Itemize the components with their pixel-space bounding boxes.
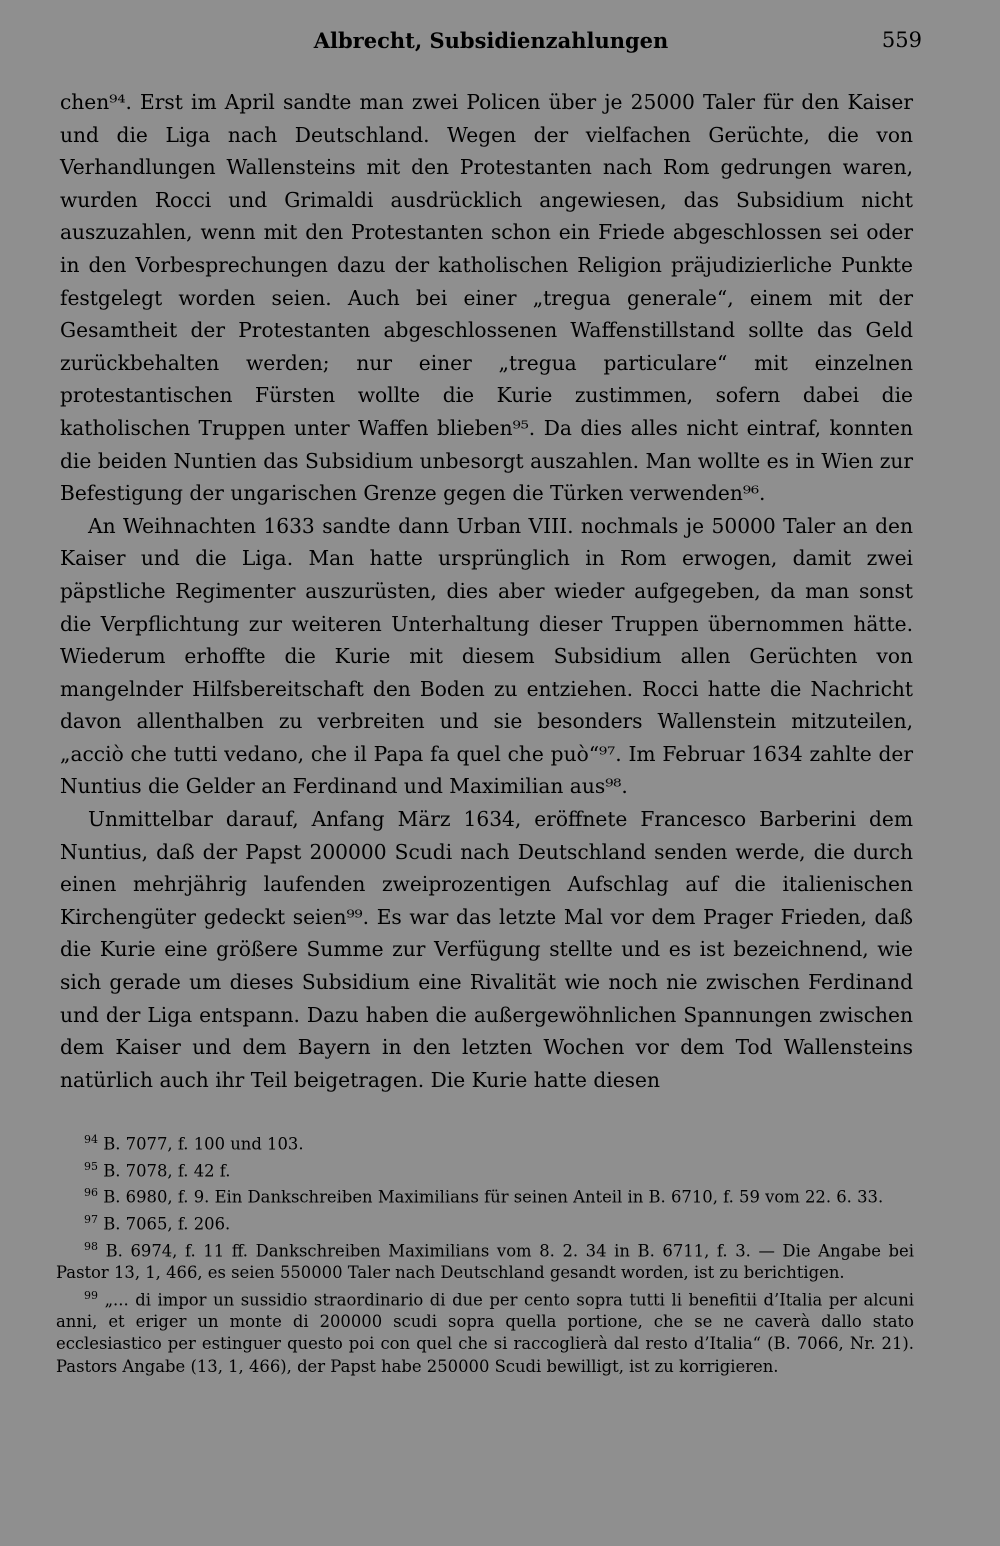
footnote-text: B. 7065, f. 206. xyxy=(103,1214,231,1234)
footnote-text: B. 6980, f. 9. Ein Dankschreiben Maximilians für seinen Anteil in B. 6710, f. 59 vom 22. 6. 33. xyxy=(103,1187,884,1207)
footnote-number: 95 xyxy=(84,1159,98,1173)
footnote-99 xyxy=(56,1285,914,1378)
running-header xyxy=(60,28,922,60)
footnote-number: 96 xyxy=(84,1186,98,1200)
footnote-number: 97 xyxy=(84,1213,98,1227)
footnote-text: B. 7078, f. 42 f. xyxy=(103,1161,231,1181)
paragraph-3: Unmittelbar darauf, Anfang März 1634, eröffnete Francesco Barberini dem Nuntius, daß der Papst 200000 Scudi nach Deutschland senden werde, die durch einen mehrjährig laufenden zweiprozentigen Aufschlag auf die italienischen Kirchengüter gedeckt seien⁹⁹. Es war das letzte Mal vor dem Prager Frieden, daß die Kurie eine größere Summe zur Verfügung stellte und es ist bezeichnend, wie sich gerade um dieses Subsidium eine Rivalität wie noch nie zwischen Ferdinand und der Liga entspann. Dazu haben die außergewöhnlichen Spannungen zwischen dem Kaiser und dem Bayern in den letzten Wochen vor dem Tod Wallensteins natürlich auch ihr Teil beigetragen. Die Kurie hatte diesen xyxy=(60,807,913,1092)
footnote-text: B. 6974, f. 11 ff. Dankschreiben Maximilians vom 8. 2. 34 in B. 6711, f. 3. — Die Angabe bei Pastor 13, 1, 466, es seien 550000 Taler nach Deutschland gesandt worden, ist zu berichtigen. xyxy=(56,1241,914,1283)
footnote-96 xyxy=(56,1182,914,1209)
running-title: Albrecht, Subsidienzahlungen xyxy=(313,28,669,53)
footnote-95 xyxy=(56,1156,914,1183)
page-number: 559 xyxy=(881,28,922,52)
footnote-97 xyxy=(56,1209,914,1236)
paragraph-2: An Weihnachten 1633 sandte dann Urban VIII. nochmals je 50000 Taler an den Kaiser und die Liga. Man hatte ursprünglich in Rom erwogen, damit zwei päpstliche Regimenter auszurüsten, dies aber wieder aufgegeben, da man sonst die Verpflichtung zur weiteren Unterhaltung dieser Truppen übernommen hätte. Wiederum erhoffte die Kurie mit diesem Subsidium allen Gerüchten von mangelnder Hilfsbereitschaft den Boden zu entziehen. Rocci hatte die Nachricht davon allenthalben zu verbreiten und sie besonders Wallenstein mitzuteilen, „acciò che tutti vedano, che il Papa fa quel che può“⁹⁷. Im Februar 1634 zahlte der Nuntius die Gelder an Ferdinand und Maximilian aus⁹⁸. xyxy=(60,513,913,799)
footnote-text: „... di impor un sussidio straordinario di due per cento sopra tutti li benefitii d’Italia per alcuni anni, et eriger un monte di 200000 scudi sopra quella portione, che se ne caverà dallo stato ecclesiastico per estinguer questo poi con quel che si raccoglierà dal resto d’Italia“ (B. 7066, Nr. 21). Pastors Angabe (13, 1, 466), der Papst habe 250000 Scudi bewilligt, ist zu korrigieren. xyxy=(56,1290,914,1376)
footnote-98 xyxy=(56,1236,914,1285)
main-text xyxy=(60,86,913,1096)
footnote-number: 98 xyxy=(84,1239,98,1253)
footnote-number: 99 xyxy=(84,1288,98,1302)
footnote-94 xyxy=(56,1129,914,1156)
footnote-text: B. 7077, f. 100 und 103. xyxy=(103,1134,304,1154)
paragraph-1: chen⁹⁴. Erst im April sandte man zwei Policen über je 25000 Taler für den Kaiser und die Liga nach Deutschland. Wegen der vielfachen Gerüchte, die von Verhandlungen Wallensteins mit den Protestanten nach Rom gedrungen waren, wurden Rocci und Grimaldi ausdrücklich angewiesen, das Subsidium nicht auszuzahlen, wenn mit den Protestanten schon ein Friede abgeschlossen sei oder in den Vorbesprechungen dazu der katholischen Religion präjudizierliche Punkte festgelegt worden seien. Auch bei einer „tregua generale“, einem mit der Gesamtheit der Protestanten abgeschlossenen Waffenstillstand sollte das Geld zurückbehalten werden; nur einer „tregua particulare“ mit einzelnen protestantischen Fürsten wollte die Kurie zustimmen, sofern dabei die katholischen Truppen unter Waffen blieben⁹⁵. Da dies alles nicht eintraf, konnten die beiden Nuntien das Subsidium unbesorgt auszahlen. Man wollte es in Wien zur Befestigung der ungarischen Grenze gegen die Türken verwenden⁹⁶. xyxy=(60,90,913,506)
footnotes xyxy=(56,1129,914,1378)
footnote-number: 94 xyxy=(84,1133,98,1146)
